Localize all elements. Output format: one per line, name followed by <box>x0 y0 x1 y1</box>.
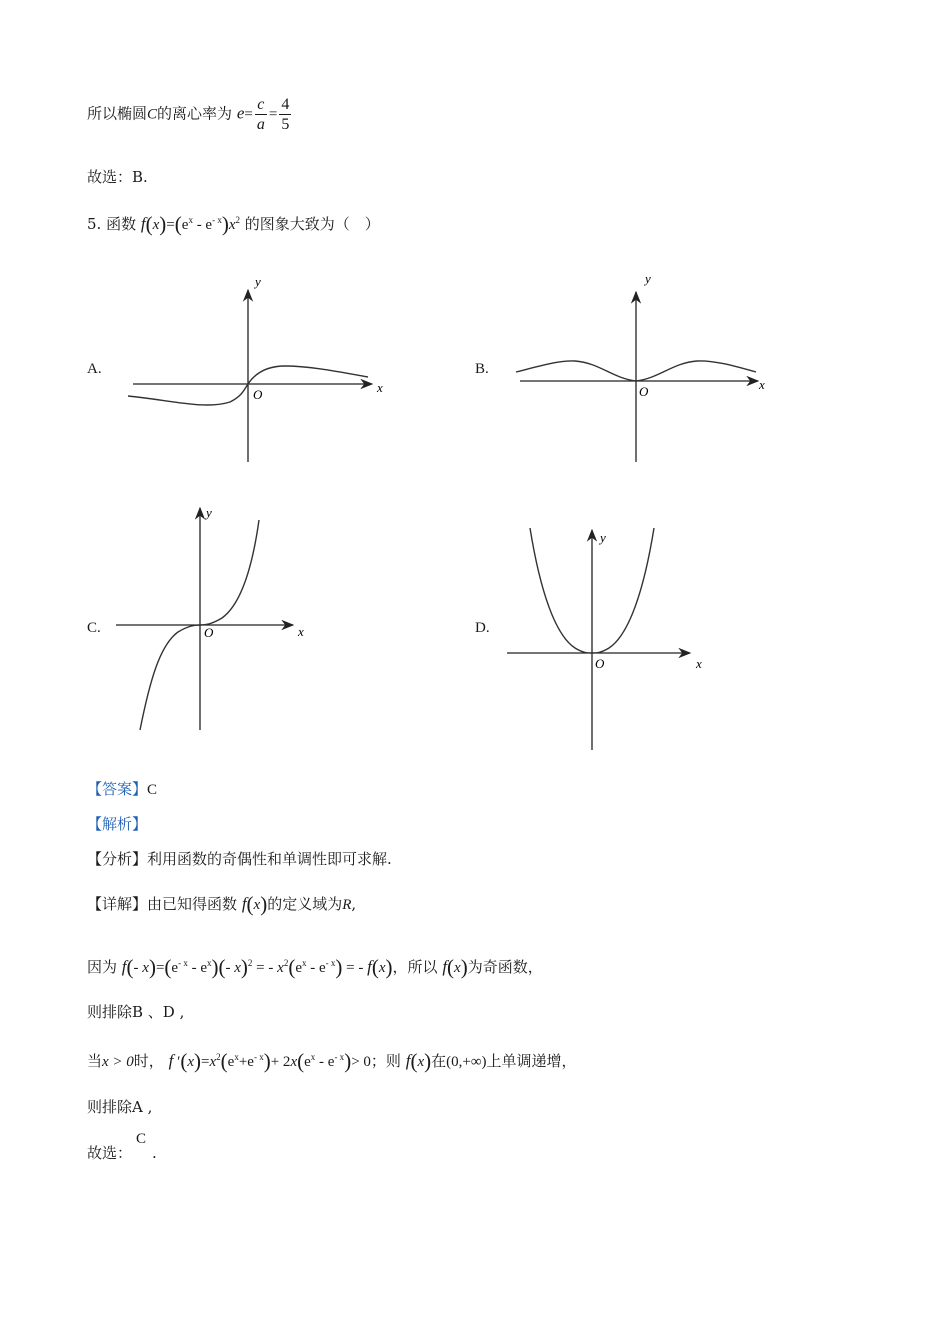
detail-odd: 为奇函数， <box>467 958 543 976</box>
graph-b-y-label: y <box>645 271 651 286</box>
question-number: 5. <box>87 215 102 233</box>
answer-line <box>87 778 157 801</box>
detail-fx-2: f(x) <box>442 955 468 979</box>
detail-because: 因为 <box>87 958 118 976</box>
prev-choice: 故选：B. <box>87 168 148 186</box>
graph-a-origin: O <box>253 387 263 402</box>
frac-den: 5 <box>281 116 290 133</box>
detail-final: C <box>136 1131 147 1147</box>
detail-line-2 <box>87 952 543 979</box>
detail-line-1 <box>87 893 356 916</box>
ecc-mid: 的离心率为 <box>157 104 233 123</box>
question-suffix: 的图象大致为（ ） <box>244 215 380 233</box>
answer-value: C <box>147 782 158 798</box>
ecc-eq2: = <box>268 106 278 123</box>
answer-tag: 【答案】 <box>87 780 148 798</box>
graph-b-x-label: x <box>759 377 765 392</box>
detail-fx-3: f(x) <box>405 1049 432 1073</box>
exclude-a: 则排除A , <box>87 1098 153 1116</box>
detail-interval: (0,+∞) <box>446 1054 487 1070</box>
graph-a-y-label: y <box>255 274 261 289</box>
option-d-label: D. <box>475 620 490 636</box>
frac-den: a <box>256 116 265 133</box>
detail-then: ；则 <box>370 1052 401 1070</box>
analysis-tag: 【解析】 <box>87 815 148 833</box>
option-b-label: B. <box>475 361 489 377</box>
option-a-label: A. <box>87 361 102 377</box>
graph-d-x-label: x <box>696 656 702 671</box>
graph-c-origin: O <box>204 625 214 640</box>
detail-text1: 由已知得函数 <box>147 895 238 913</box>
odd-check-formula: f(- $x)=(e^{- x} - e^x)(-$ x)$^2$ = - $x^2(e^x - e^{- x})$ = - f(x) <box>121 955 393 979</box>
ecc-e: e <box>236 103 245 123</box>
derivative-formula: f $'(x)=x^2(e^x+e^{- x})+ 2x(e^x - e^{- x})> 0$ <box>168 1049 371 1073</box>
ecc-prefix: 所以椭圆 <box>87 104 148 123</box>
graph-b-origin: O <box>639 384 649 399</box>
detail-choose: 故选： <box>87 1144 133 1162</box>
detail-line-4 <box>87 1046 577 1073</box>
ecc-var: C <box>147 106 158 123</box>
exclude-bd: 则排除B 、D , <box>87 1003 185 1021</box>
detail-zai: 在 <box>431 1052 447 1070</box>
detail-period: . <box>152 1144 157 1162</box>
fenxi-line: 【分析】利用函数的奇偶性和单调性即可求解. <box>87 850 392 868</box>
detail-domain: R <box>342 897 352 913</box>
detail-so: ，所以 <box>392 958 438 976</box>
graph-c-y-label: y <box>206 505 212 520</box>
graph-d-origin: O <box>595 656 605 671</box>
frac-num: 4 <box>281 96 290 113</box>
final-choice-line <box>87 1131 157 1165</box>
frac-num: c <box>255 95 267 115</box>
detail-cond: x > 0 <box>102 1054 134 1070</box>
detail-when: 当 <box>87 1052 103 1070</box>
question-prefix: 函数 <box>106 215 137 233</box>
detail-fx: f(x) <box>241 892 268 916</box>
question-formula: $f(x)=(e^x - e^{- x})x^2$ <box>140 212 241 236</box>
ecc-eq1: = <box>244 106 253 123</box>
graph-c-x-label: x <box>298 624 304 639</box>
detail-increasing: 上单调递增， <box>486 1052 577 1070</box>
detail-text2: 的定义域为 <box>267 895 343 913</box>
detail-tag: 【详解】 <box>87 895 148 913</box>
graph-a-x-label: x <box>377 380 383 395</box>
detail-shi: 时， <box>133 1052 164 1070</box>
option-c-label: C. <box>87 620 101 636</box>
graph-d-y-label: y <box>600 530 606 545</box>
detail-comma: , <box>351 895 357 913</box>
